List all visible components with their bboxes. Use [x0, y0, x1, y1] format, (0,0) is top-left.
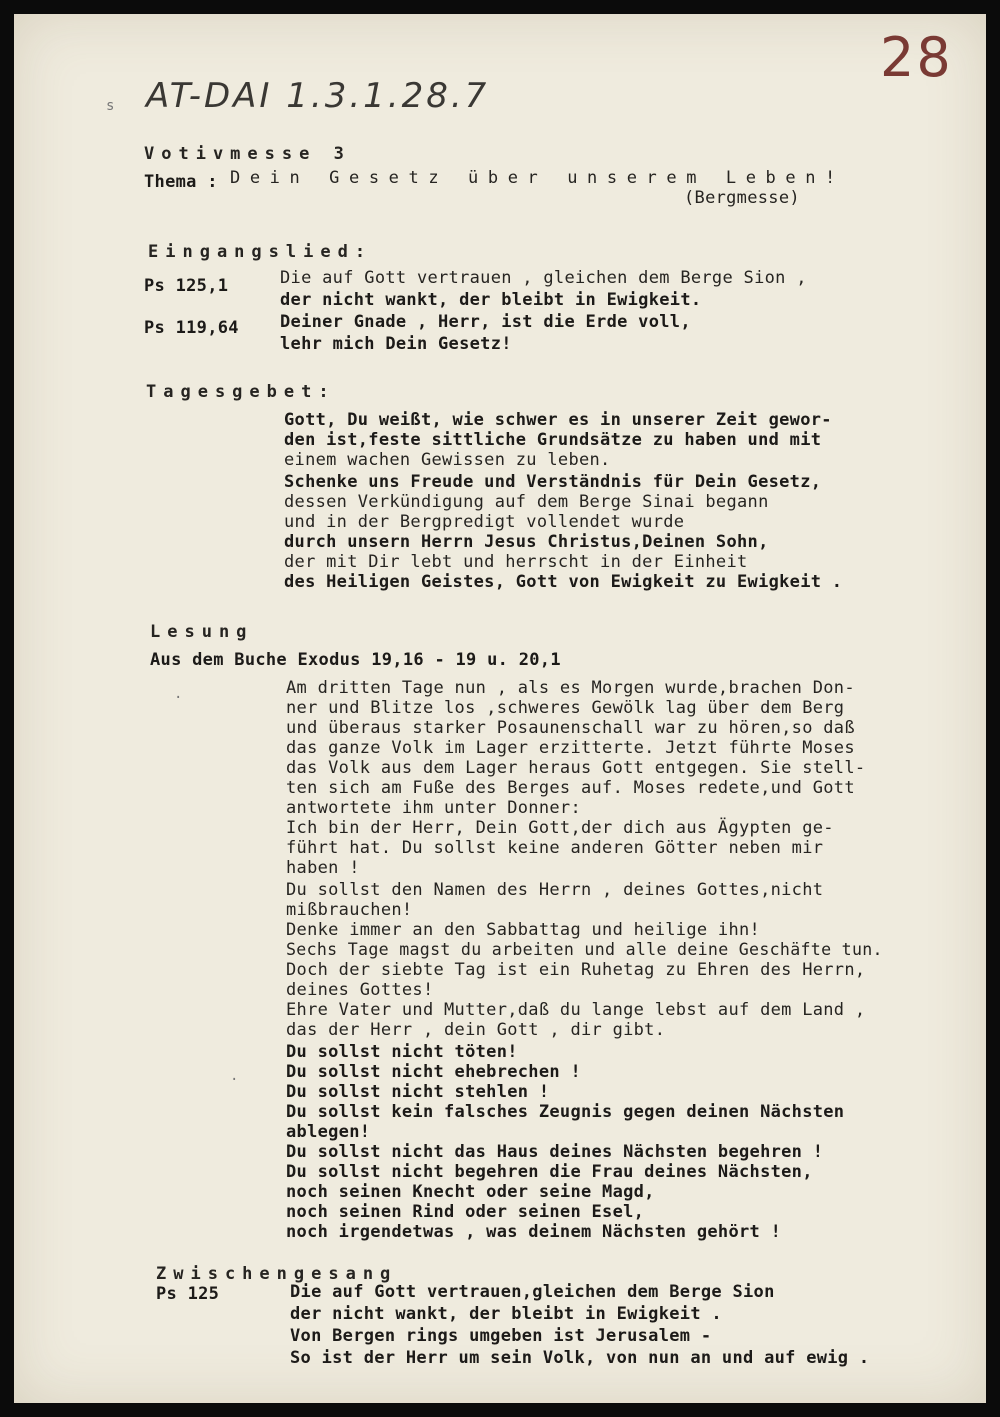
text-line: lehr mich Dein Gesetz! — [280, 334, 512, 354]
text-line: mißbrauchen! — [286, 900, 413, 920]
text-line: Von Bergen rings umgeben ist Jerusalem - — [290, 1326, 712, 1346]
text-line: antwortete ihm unter Donner: — [286, 798, 581, 818]
paper-speck: · — [174, 690, 183, 706]
text-line: noch irgendetwas , was deinem Nächsten gehört ! — [286, 1222, 782, 1242]
document-page — [14, 14, 986, 1403]
subtitle: (Bergmesse) — [684, 188, 800, 208]
text-line: einem wachen Gewissen zu leben. — [284, 450, 611, 470]
text-line: Ehre Vater und Mutter,daß du lange lebst auf dem Land , — [286, 1000, 866, 1020]
thema-text: Dein Gesetz über unserem Leben! — [230, 168, 845, 188]
paper-speck: s — [106, 98, 115, 114]
text-line: So ist der Herr um sein Volk, von nun an und auf ewig . — [290, 1348, 870, 1368]
text-line: ten sich am Fuße des Berges auf. Moses redete,und Gott — [286, 778, 855, 798]
text-line: Sechs Tage magst du arbeiten und alle deine Geschäfte tun. — [286, 940, 883, 959]
paper-speck: · — [230, 1072, 239, 1088]
eingangslied-heading: Eingangslied: — [148, 242, 373, 262]
text-line: Die auf Gott vertrauen , gleichen dem Berge Sion , — [280, 268, 807, 288]
text-line: das der Herr , dein Gott , dir gibt. — [286, 1020, 666, 1040]
text-line: Ich bin der Herr, Dein Gott,der dich aus Ägypten ge- — [286, 818, 834, 838]
text-line: Doch der siebte Tag ist ein Ruhetag zu Ehren des Herrn, — [286, 960, 866, 980]
lesung-heading: Lesung — [150, 622, 254, 642]
text-line: durch unsern Herrn Jesus Christus,Deinen Sohn, — [284, 532, 769, 552]
psalm-ref: Ps 119,64 — [144, 318, 239, 338]
text-line: und überaus starker Posaunenschall war zu hören,so daß — [286, 718, 855, 738]
text-line: noch seinen Knecht oder seine Magd, — [286, 1182, 655, 1202]
text-line: Denke immer an den Sabbattag und heilige ihn! — [286, 920, 761, 940]
text-line: und in der Bergpredigt vollendet wurde — [284, 512, 685, 532]
text-line: Gott, Du weißt, wie schwer es in unserer Zeit gewor- — [284, 410, 832, 430]
text-line: der mit Dir lebt und herrscht in der Einheit — [284, 552, 748, 572]
text-line: Du sollst nicht begehren die Frau deines Nächsten, — [286, 1162, 813, 1182]
text-line: das ganze Volk im Lager erzitterte. Jetzt führte Moses — [286, 738, 855, 758]
text-line: deines Gottes! — [286, 980, 434, 1000]
tagesgebet-heading: Tagesgebet: — [146, 382, 336, 402]
lesung-source: Aus dem Buche Exodus 19,16 - 19 u. 20,1 — [150, 650, 561, 670]
text-line: noch seinen Rind oder seinen Esel, — [286, 1202, 645, 1222]
text-line: dessen Verkündigung auf dem Berge Sinai begann — [284, 492, 769, 512]
text-line: Am dritten Tage nun , als es Morgen wurde,brachen Don- — [286, 678, 855, 698]
text-line: den ist,feste sittliche Grundsätze zu haben und mit — [284, 430, 822, 450]
text-line: Du sollst kein falsches Zeugnis gegen deinen Nächsten — [286, 1102, 845, 1122]
text-line: ner und Blitze los ,schweres Gewölk lag über dem Berg — [286, 698, 845, 718]
archive-code: AT-DAI 1.3.1.28.7 — [146, 76, 490, 116]
page-number: 28 — [880, 26, 953, 89]
text-line: des Heiligen Geistes, Gott von Ewigkeit zu Ewigkeit . — [284, 572, 843, 592]
text-line: Du sollst nicht das Haus deines Nächsten begehren ! — [286, 1142, 824, 1162]
text-line: Du sollst den Namen des Herrn , deines Gottes,nicht — [286, 880, 824, 900]
text-line: führt hat. Du sollst keine anderen Götter neben mir — [286, 838, 824, 858]
psalm-ref: Ps 125 — [156, 1284, 220, 1304]
text-line: haben ! — [286, 858, 360, 878]
text-line: ablegen! — [286, 1122, 371, 1142]
text-line: Die auf Gott vertrauen,gleichen dem Berge Sion — [290, 1282, 775, 1302]
text-line: der nicht wankt, der bleibt in Ewigkeit . — [290, 1304, 722, 1324]
text-line: Schenke uns Freude und Verständnis für Dein Gesetz, — [284, 472, 822, 492]
text-line: Du sollst nicht töten! — [286, 1042, 518, 1062]
title: Votivmesse 3 — [144, 144, 351, 164]
text-line: Du sollst nicht stehlen ! — [286, 1082, 550, 1102]
psalm-ref: Ps 125,1 — [144, 276, 229, 296]
thema-label: Thema : — [144, 172, 218, 192]
text-line: Du sollst nicht ehebrechen ! — [286, 1062, 581, 1082]
text-line: der nicht wankt, der bleibt in Ewigkeit. — [280, 290, 702, 310]
text-line: Deiner Gnade , Herr, ist die Erde voll, — [280, 312, 691, 332]
zwischengesang-heading: Zwischengesang — [156, 1264, 398, 1284]
text-line: das Volk aus dem Lager heraus Gott entgegen. Sie stell- — [286, 758, 866, 778]
